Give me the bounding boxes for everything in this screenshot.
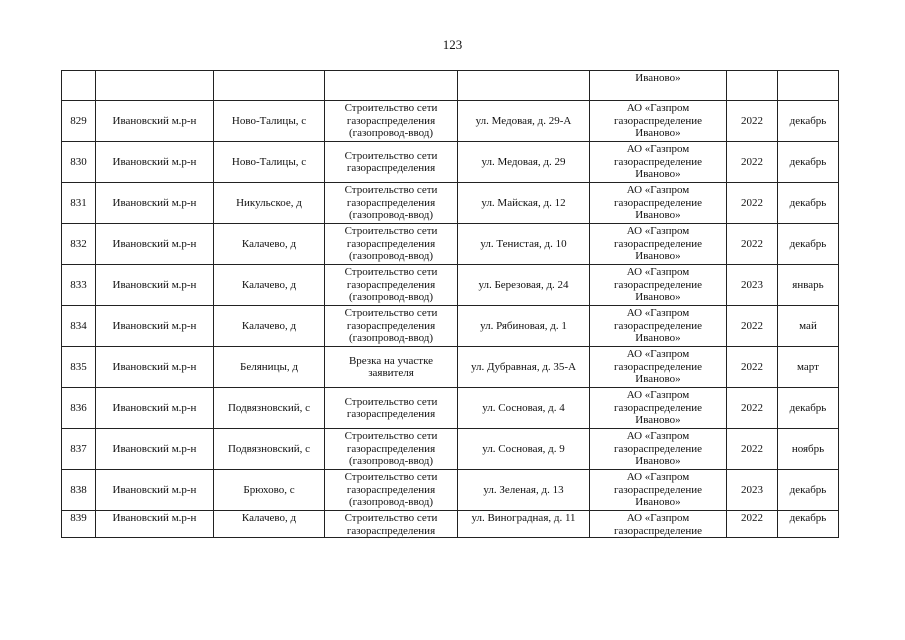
table-row [62,142,839,183]
cell-address [458,71,590,101]
table-row [62,429,839,470]
table-row [62,183,839,224]
table-row [62,224,839,265]
cell-month: декабрь [778,142,839,183]
cell-district: Ивановский м.р-н [96,265,214,306]
cell-settlement: Беляницы, д [214,347,325,388]
cell-address: ул. Тенистая, д. 10 [458,224,590,265]
cell-num: 833 [62,265,96,306]
cell-settlement: Подвязновский, с [214,429,325,470]
cell-operator: АО «Газпром газораспределение [590,511,727,538]
cell-operator: АО «Газпром газораспределение Иваново» [590,142,727,183]
cell-district: Ивановский м.р-н [96,388,214,429]
cell-operator: АО «Газпром газораспределение Иваново» [590,265,727,306]
page-number: 123 [442,37,463,52]
cell-num [62,71,96,101]
cell-settlement: Ново-Талицы, с [214,142,325,183]
cell-district: Ивановский м.р-н [96,306,214,347]
cell-year: 2022 [727,224,778,265]
cell-operator: Иваново» [590,71,727,101]
cell-work: Строительство сети газораспределения (газопровод-ввод) [325,224,458,265]
table-row [62,306,839,347]
cell-year: 2022 [727,388,778,429]
cell-address: ул. Виноградная, д. 11 [458,511,590,538]
cell-address: ул. Медовая, д. 29 [458,142,590,183]
cell-address: ул. Майская, д. 12 [458,183,590,224]
cell-month [778,71,839,101]
cell-settlement: Калачево, д [214,265,325,306]
cell-work: Строительство сети газораспределения (газопровод-ввод) [325,470,458,511]
cell-settlement: Никульское, д [214,183,325,224]
cell-operator: АО «Газпром газораспределение Иваново» [590,306,727,347]
cell-address: ул. Рябиновая, д. 1 [458,306,590,347]
cell-district: Ивановский м.р-н [96,224,214,265]
cell-num: 831 [62,183,96,224]
cell-operator: АО «Газпром газораспределение Иваново» [590,101,727,142]
cell-year: 2022 [727,306,778,347]
cell-operator: АО «Газпром газораспределение Иваново» [590,388,727,429]
cell-month: декабрь [778,183,839,224]
cell-work: Строительство сети газораспределения [325,142,458,183]
cell-district: Ивановский м.р-н [96,429,214,470]
cell-num: 835 [62,347,96,388]
table-row [62,265,839,306]
cell-operator: АО «Газпром газораспределение Иваново» [590,224,727,265]
table-row-partial [62,511,839,538]
cell-year: 2022 [727,429,778,470]
cell-district: Ивановский м.р-н [96,142,214,183]
cell-month: декабрь [778,388,839,429]
cell-num: 832 [62,224,96,265]
cell-year: 2022 [727,142,778,183]
cell-district [96,71,214,101]
cell-work: Строительство сети газораспределения (газопровод-ввод) [325,265,458,306]
cell-operator: АО «Газпром газораспределение Иваново» [590,470,727,511]
cell-district: Ивановский м.р-н [96,470,214,511]
cell-month: декабрь [778,224,839,265]
cell-work: Строительство сети газораспределения [325,511,458,538]
cell-address: ул. Сосновая, д. 9 [458,429,590,470]
table-row [62,347,839,388]
cell-settlement: Ново-Талицы, с [214,101,325,142]
gasification-table [61,70,839,538]
continuation-row [62,71,839,101]
cell-num: 830 [62,142,96,183]
cell-year: 2023 [727,470,778,511]
cell-settlement: Подвязновский, с [214,388,325,429]
cell-num: 837 [62,429,96,470]
cell-settlement: Калачево, д [214,224,325,265]
cell-settlement [214,71,325,101]
cell-district: Ивановский м.р-н [96,511,214,538]
cell-work [325,71,458,101]
cell-month: декабрь [778,511,839,538]
cell-num: 829 [62,101,96,142]
cell-address: ул. Дубравная, д. 35-А [458,347,590,388]
cell-district: Ивановский м.р-н [96,183,214,224]
cell-month: май [778,306,839,347]
cell-work: Строительство сети газораспределения (газопровод-ввод) [325,306,458,347]
cell-num: 834 [62,306,96,347]
cell-district: Ивановский м.р-н [96,347,214,388]
cell-year: 2022 [727,347,778,388]
table-row [62,470,839,511]
cell-year [727,71,778,101]
cell-work: Врезка на участке заявителя [325,347,458,388]
cell-year: 2022 [727,183,778,224]
table-row [62,388,839,429]
cell-month: декабрь [778,101,839,142]
cell-month: ноябрь [778,429,839,470]
cell-month: декабрь [778,470,839,511]
cell-address: ул. Березовая, д. 24 [458,265,590,306]
cell-operator: АО «Газпром газораспределение Иваново» [590,429,727,470]
cell-work: Строительство сети газораспределения (газопровод-ввод) [325,183,458,224]
cell-month: январь [778,265,839,306]
cell-year: 2022 [727,511,778,538]
cell-address: ул. Медовая, д. 29-А [458,101,590,142]
cell-operator: АО «Газпром газораспределение Иваново» [590,347,727,388]
table-row [62,101,839,142]
cell-month: март [778,347,839,388]
cell-num: 839 [62,511,96,538]
cell-settlement: Калачево, д [214,511,325,538]
table-body [62,71,839,538]
cell-work: Строительство сети газораспределения [325,388,458,429]
cell-num: 838 [62,470,96,511]
cell-settlement: Брюхово, с [214,470,325,511]
cell-settlement: Калачево, д [214,306,325,347]
cell-year: 2022 [727,101,778,142]
cell-operator: АО «Газпром газораспределение Иваново» [590,183,727,224]
cell-address: ул. Зеленая, д. 13 [458,470,590,511]
cell-address: ул. Сосновая, д. 4 [458,388,590,429]
cell-district: Ивановский м.р-н [96,101,214,142]
cell-work: Строительство сети газораспределения (газопровод-ввод) [325,101,458,142]
cell-year: 2023 [727,265,778,306]
cell-num: 836 [62,388,96,429]
cell-work: Строительство сети газораспределения (газопровод-ввод) [325,429,458,470]
